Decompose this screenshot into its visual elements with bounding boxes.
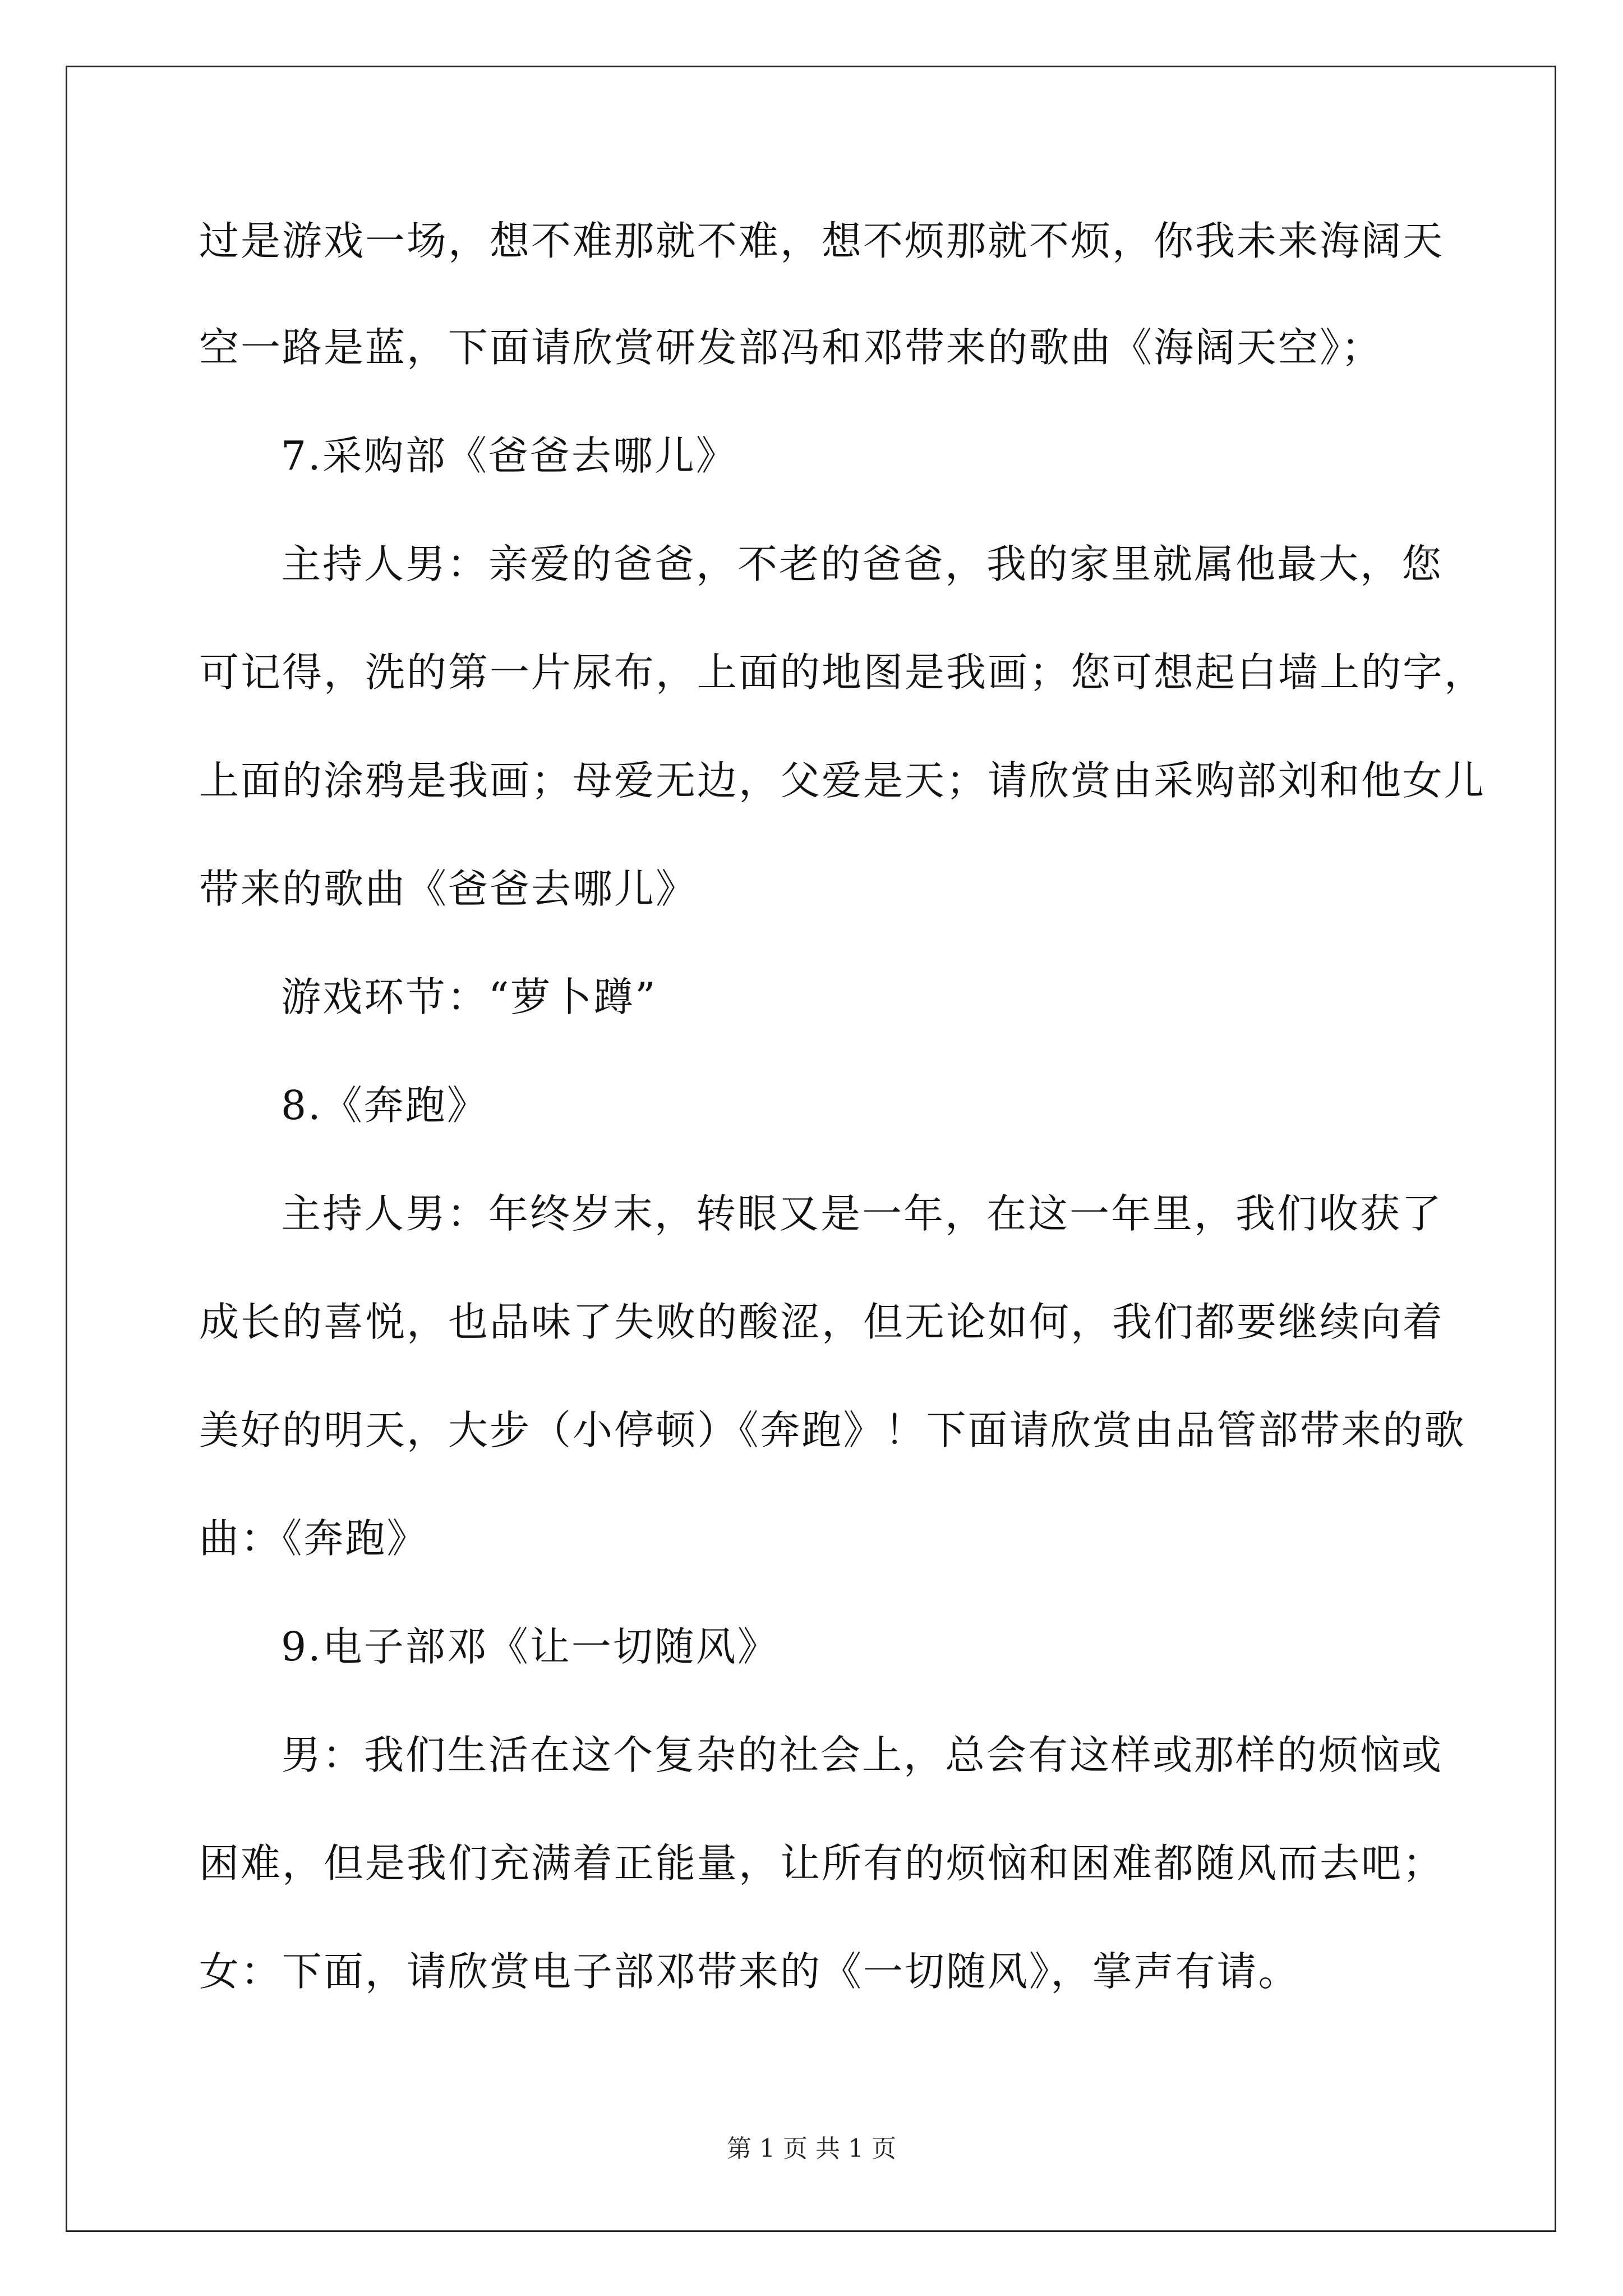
text-line: 主持人男：亲爱的爸爸，不老的爸爸，我的家里就属他最大，您 xyxy=(281,541,1444,587)
text-line: 成长的喜悦，也品味了失败的酸涩，但无论如何，我们都要继续向着 xyxy=(199,1299,1445,1345)
text-line: 曲：《奔跑》 xyxy=(199,1515,428,1562)
text-line: 困难，但是我们充满着正能量，让所有的烦恼和困难都随风而去吧； xyxy=(199,1840,1445,1887)
text-line: 游戏环节：“萝卜蹲” xyxy=(281,974,657,1020)
section-heading: 7.采购部《爸爸去哪儿》 xyxy=(281,432,737,479)
text-line: 过是游戏一场，想不难那就不难，想不烦那就不烦，你我未来海阔天 xyxy=(199,218,1445,264)
page-footer: 第 1 页 共 1 页 xyxy=(727,2134,896,2163)
text-line: 上面的涂鸦是我画；母爱无边，父爱是天；请欣赏由采购部刘和他女儿 xyxy=(199,757,1486,804)
section-heading: 8.《奔跑》 xyxy=(281,1082,488,1129)
text-line: 空一路是蓝，下面请欣赏研发部冯和邓带来的歌曲《海阔天空》； xyxy=(199,324,1383,371)
text-line: 主持人男：年终岁末，转眼又是一年，在这一年里，我们收获了 xyxy=(281,1190,1444,1237)
text-line: 男：我们生活在这个复杂的社会上，总会有这样或那样的烦恼或 xyxy=(281,1732,1444,1778)
text-line: 可记得，洗的第一片尿布，上面的地图是我画；您可想起白墙上的字， xyxy=(199,649,1486,696)
page-border xyxy=(66,66,1556,2232)
text-line: 美好的明天，大步（小停顿）《奔跑》！下面请欣赏由品管部带来的歌 xyxy=(199,1407,1466,1453)
text-line: 带来的歌曲《爸爸去哪儿》 xyxy=(199,866,698,912)
text-line: 女：下面，请欣赏电子部邓带来的《一切随风》，掌声有请。 xyxy=(199,1948,1300,1995)
section-heading: 9.电子部邓《让一切随风》 xyxy=(281,1623,779,1670)
